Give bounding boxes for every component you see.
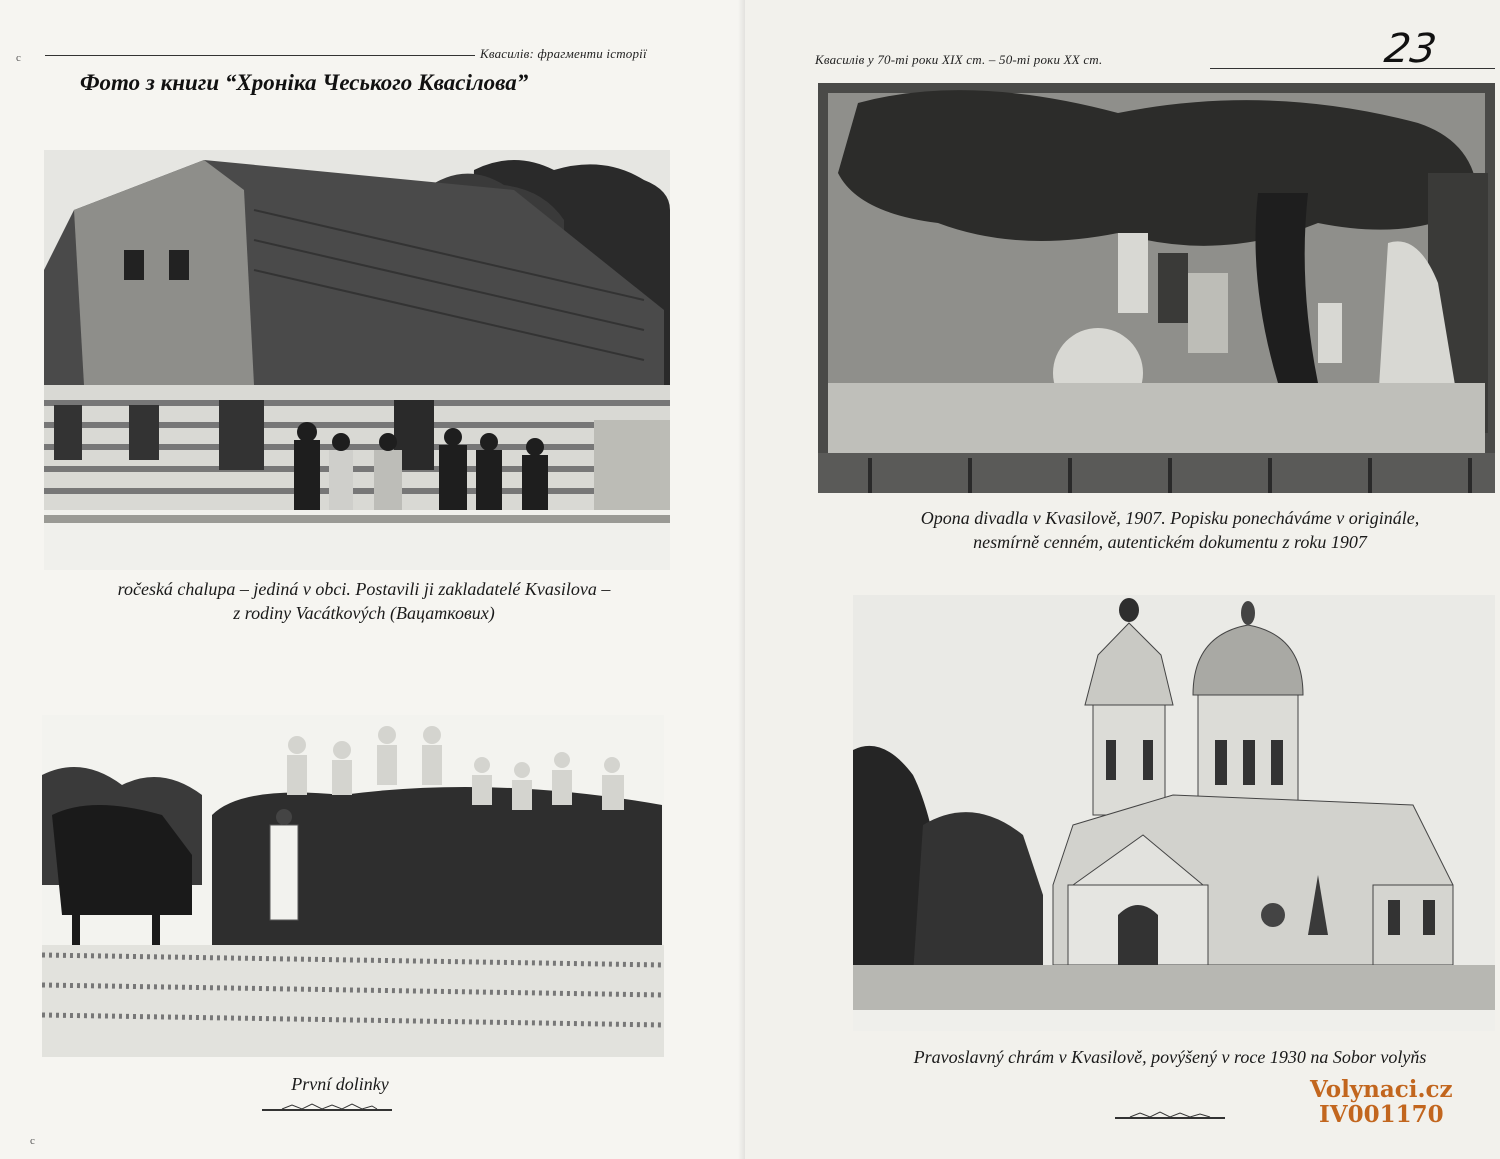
caption-curtain-line1: Opona divadla v Kvasilově, 1907. Popisku ponecháváme v originále,	[920, 508, 1420, 528]
page-number: 23	[1381, 26, 1440, 72]
caption-theatre-curtain	[840, 506, 1500, 554]
left-page	[0, 0, 745, 1159]
running-head-right: Квасилів у 70-ті роки XIX ст. – 50-ті роки XX ст.	[815, 52, 1103, 67]
photo-church	[853, 595, 1495, 1031]
running-head-rule	[45, 55, 475, 56]
watermark-id: IV001170	[1319, 1101, 1444, 1128]
caption-curtain-line2: nesmírně cenném, autentickém dokumentu z roku 1907	[973, 532, 1367, 552]
running-head-rule-right	[1210, 68, 1495, 69]
caption-cottage-line1: ročeská chalupa – jediná v obci. Postavili ji zakladatelé Kvasilova –	[117, 579, 611, 599]
margin-mark-top: c	[16, 52, 21, 64]
photo-harvest	[42, 715, 664, 1057]
watermark-site: Volynaci.cz	[1310, 1076, 1453, 1103]
book-title: Фото з книги “Хроніка Чеського Квасілова”	[80, 70, 529, 95]
photo-cottage	[44, 150, 670, 570]
caption-cottage	[44, 577, 684, 625]
ornament-right	[1115, 1111, 1225, 1121]
caption-cottage-line2: z rodiny Vacátkových (Вацаткових)	[233, 603, 495, 623]
right-page	[745, 0, 1500, 1159]
caption-church: Pravoslavný chrám v Kvasilově, povýšený v roce 1930 na Sobor volyňs	[913, 1047, 1427, 1067]
margin-mark-bottom: c	[30, 1135, 35, 1147]
caption-harvest: První dolinky	[291, 1074, 389, 1094]
photo-theatre-curtain	[818, 83, 1495, 493]
ornament-left	[262, 1103, 392, 1113]
watermark	[1310, 1077, 1453, 1127]
running-head-left: Квасилів: фрагменти історії	[480, 46, 647, 61]
